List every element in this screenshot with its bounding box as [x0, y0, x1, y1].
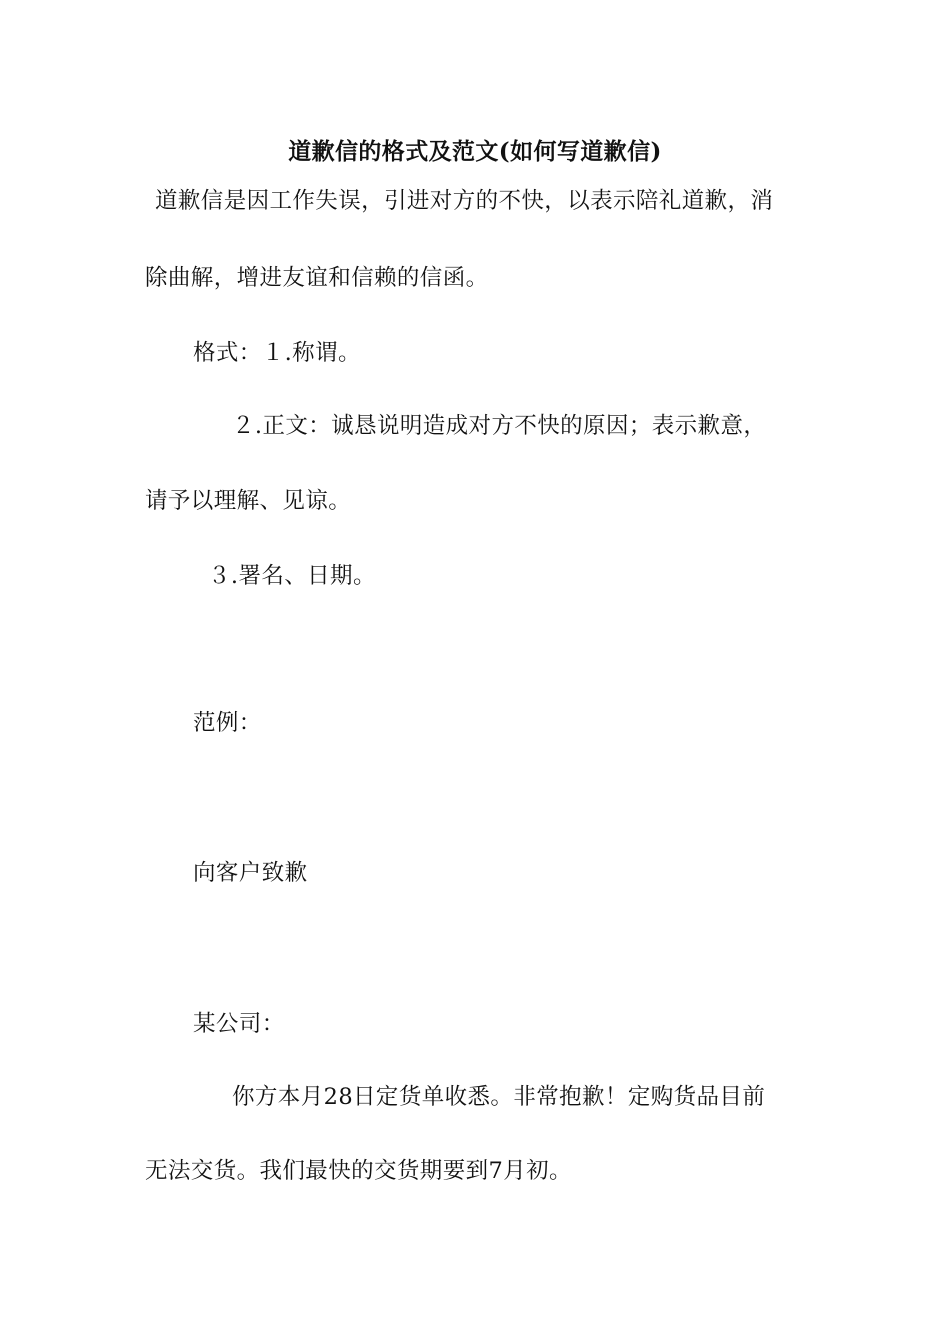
intro-line-1: 道歉信是因工作失误，引进对方的不快，以表示陪礼道歉，消 — [155, 188, 774, 214]
format-item-2: ２.正文：诚恳说明造成对方不快的原因；表示歉意， — [232, 413, 767, 439]
letter-body-line-2: 无法交货。我们最快的交货期要到7月初。 — [145, 1158, 572, 1184]
letter-salutation: 某公司： — [193, 1011, 285, 1037]
example-label: 范例： — [193, 710, 262, 736]
intro-line-2: 除曲解，增进友谊和信赖的信函。 — [145, 265, 489, 291]
document-title: 道歉信的格式及范文(如何写道歉信) — [288, 138, 662, 165]
letter-body-line-1: 你方本月28日定货单收悉。非常抱歉！定购货品目前 — [232, 1084, 766, 1110]
format-item-1: 格式：１.称谓。 — [193, 340, 361, 366]
format-item-2-continued: 请予以理解、见谅。 — [145, 488, 352, 514]
example-heading: 向客户致歉 — [193, 860, 308, 886]
format-item-3: ３.署名、日期。 — [208, 563, 376, 589]
